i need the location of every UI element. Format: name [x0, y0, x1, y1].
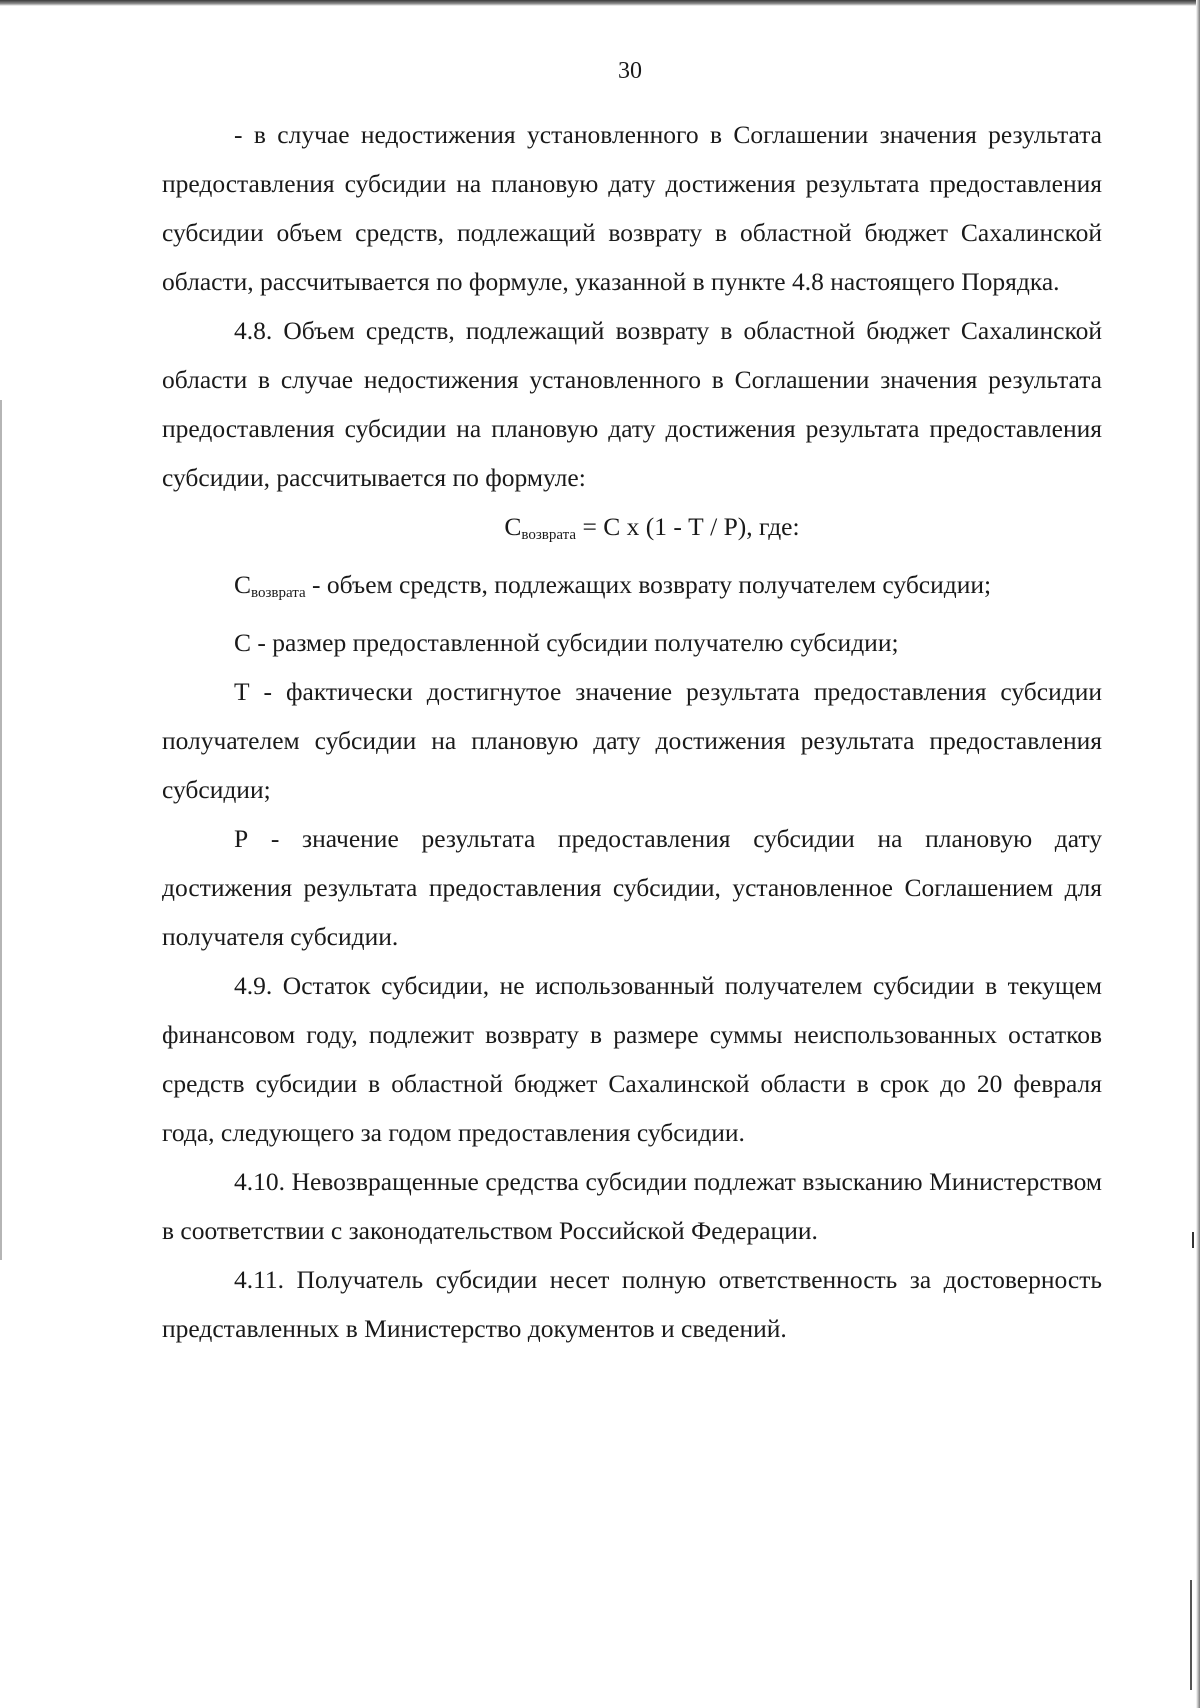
- formula: [162, 502, 1102, 560]
- definition-t: Т - фактически достигнутое значение результата предоставления субсидии получателем субсидии на плановую дату достижения результата предоставления субсидии;: [162, 677, 1102, 804]
- clause-4-9: 4.9. Остаток субсидии, не использованный получателем субсидии в текущем финансовом году, подлежит возврату в размере суммы неиспользованных остатков средств субсидии в областной бюджет Сахалинской области в срок до 20 февраля года, следующего за годом предоставления субсидии.: [162, 971, 1102, 1147]
- paragraph: - в случае недостижения установленного в Соглашении значения результата предоставления субсидии на плановую дату достижения результата предоставления субсидии объем средств, подлежащий возврату в областной бюджет Сахалинской области, рассчитывается по формуле, указанной в пункте 4.8 настоящего Порядка.: [162, 120, 1102, 296]
- formula-expression: = С х (1 - Т / Р), где:: [576, 512, 800, 541]
- definition-p: Р - значение результата предоставления субсидии на плановую дату достижения результата предоставления субсидии, установленное Соглашением для получателя субсидии.: [162, 824, 1102, 951]
- document-body: [162, 110, 1102, 1353]
- paragraph: 4.8. Объем средств, подлежащий возврату в областной бюджет Сахалинской области в случае недостижения установленного в Соглашении значения результата предоставления субсидии на плановую дату достижения результата предоставления субсидии, рассчитывается по формуле:: [162, 316, 1102, 492]
- definition-symbol: С: [234, 570, 252, 599]
- definition-c-return: [162, 560, 1102, 618]
- scan-edge-right: [1196, 0, 1200, 1708]
- scan-mark: [1192, 1232, 1194, 1248]
- scan-edge-top: [0, 0, 1200, 6]
- definition-c: С - размер предоставленной субсидии получателю субсидии;: [234, 628, 899, 657]
- clause-4-11: 4.11. Получатель субсидии несет полную ответственность за достоверность представленных в Министерство документов и сведений.: [162, 1265, 1102, 1343]
- formula-subscript: возврата: [521, 527, 577, 543]
- scan-edge-left: [0, 400, 2, 1260]
- page-number: 30: [618, 58, 642, 84]
- definition-text: - объем средств, подлежащих возврату получателем субсидии;: [305, 570, 992, 599]
- clause-4-10: 4.10. Невозвращенные средства субсидии подлежат взысканию Министерством в соответствии с законодательством Российской Федерации.: [162, 1167, 1102, 1245]
- scan-mark: [1190, 1580, 1192, 1690]
- definition-subscript: возврата: [251, 585, 306, 601]
- formula-symbol: С: [504, 512, 522, 541]
